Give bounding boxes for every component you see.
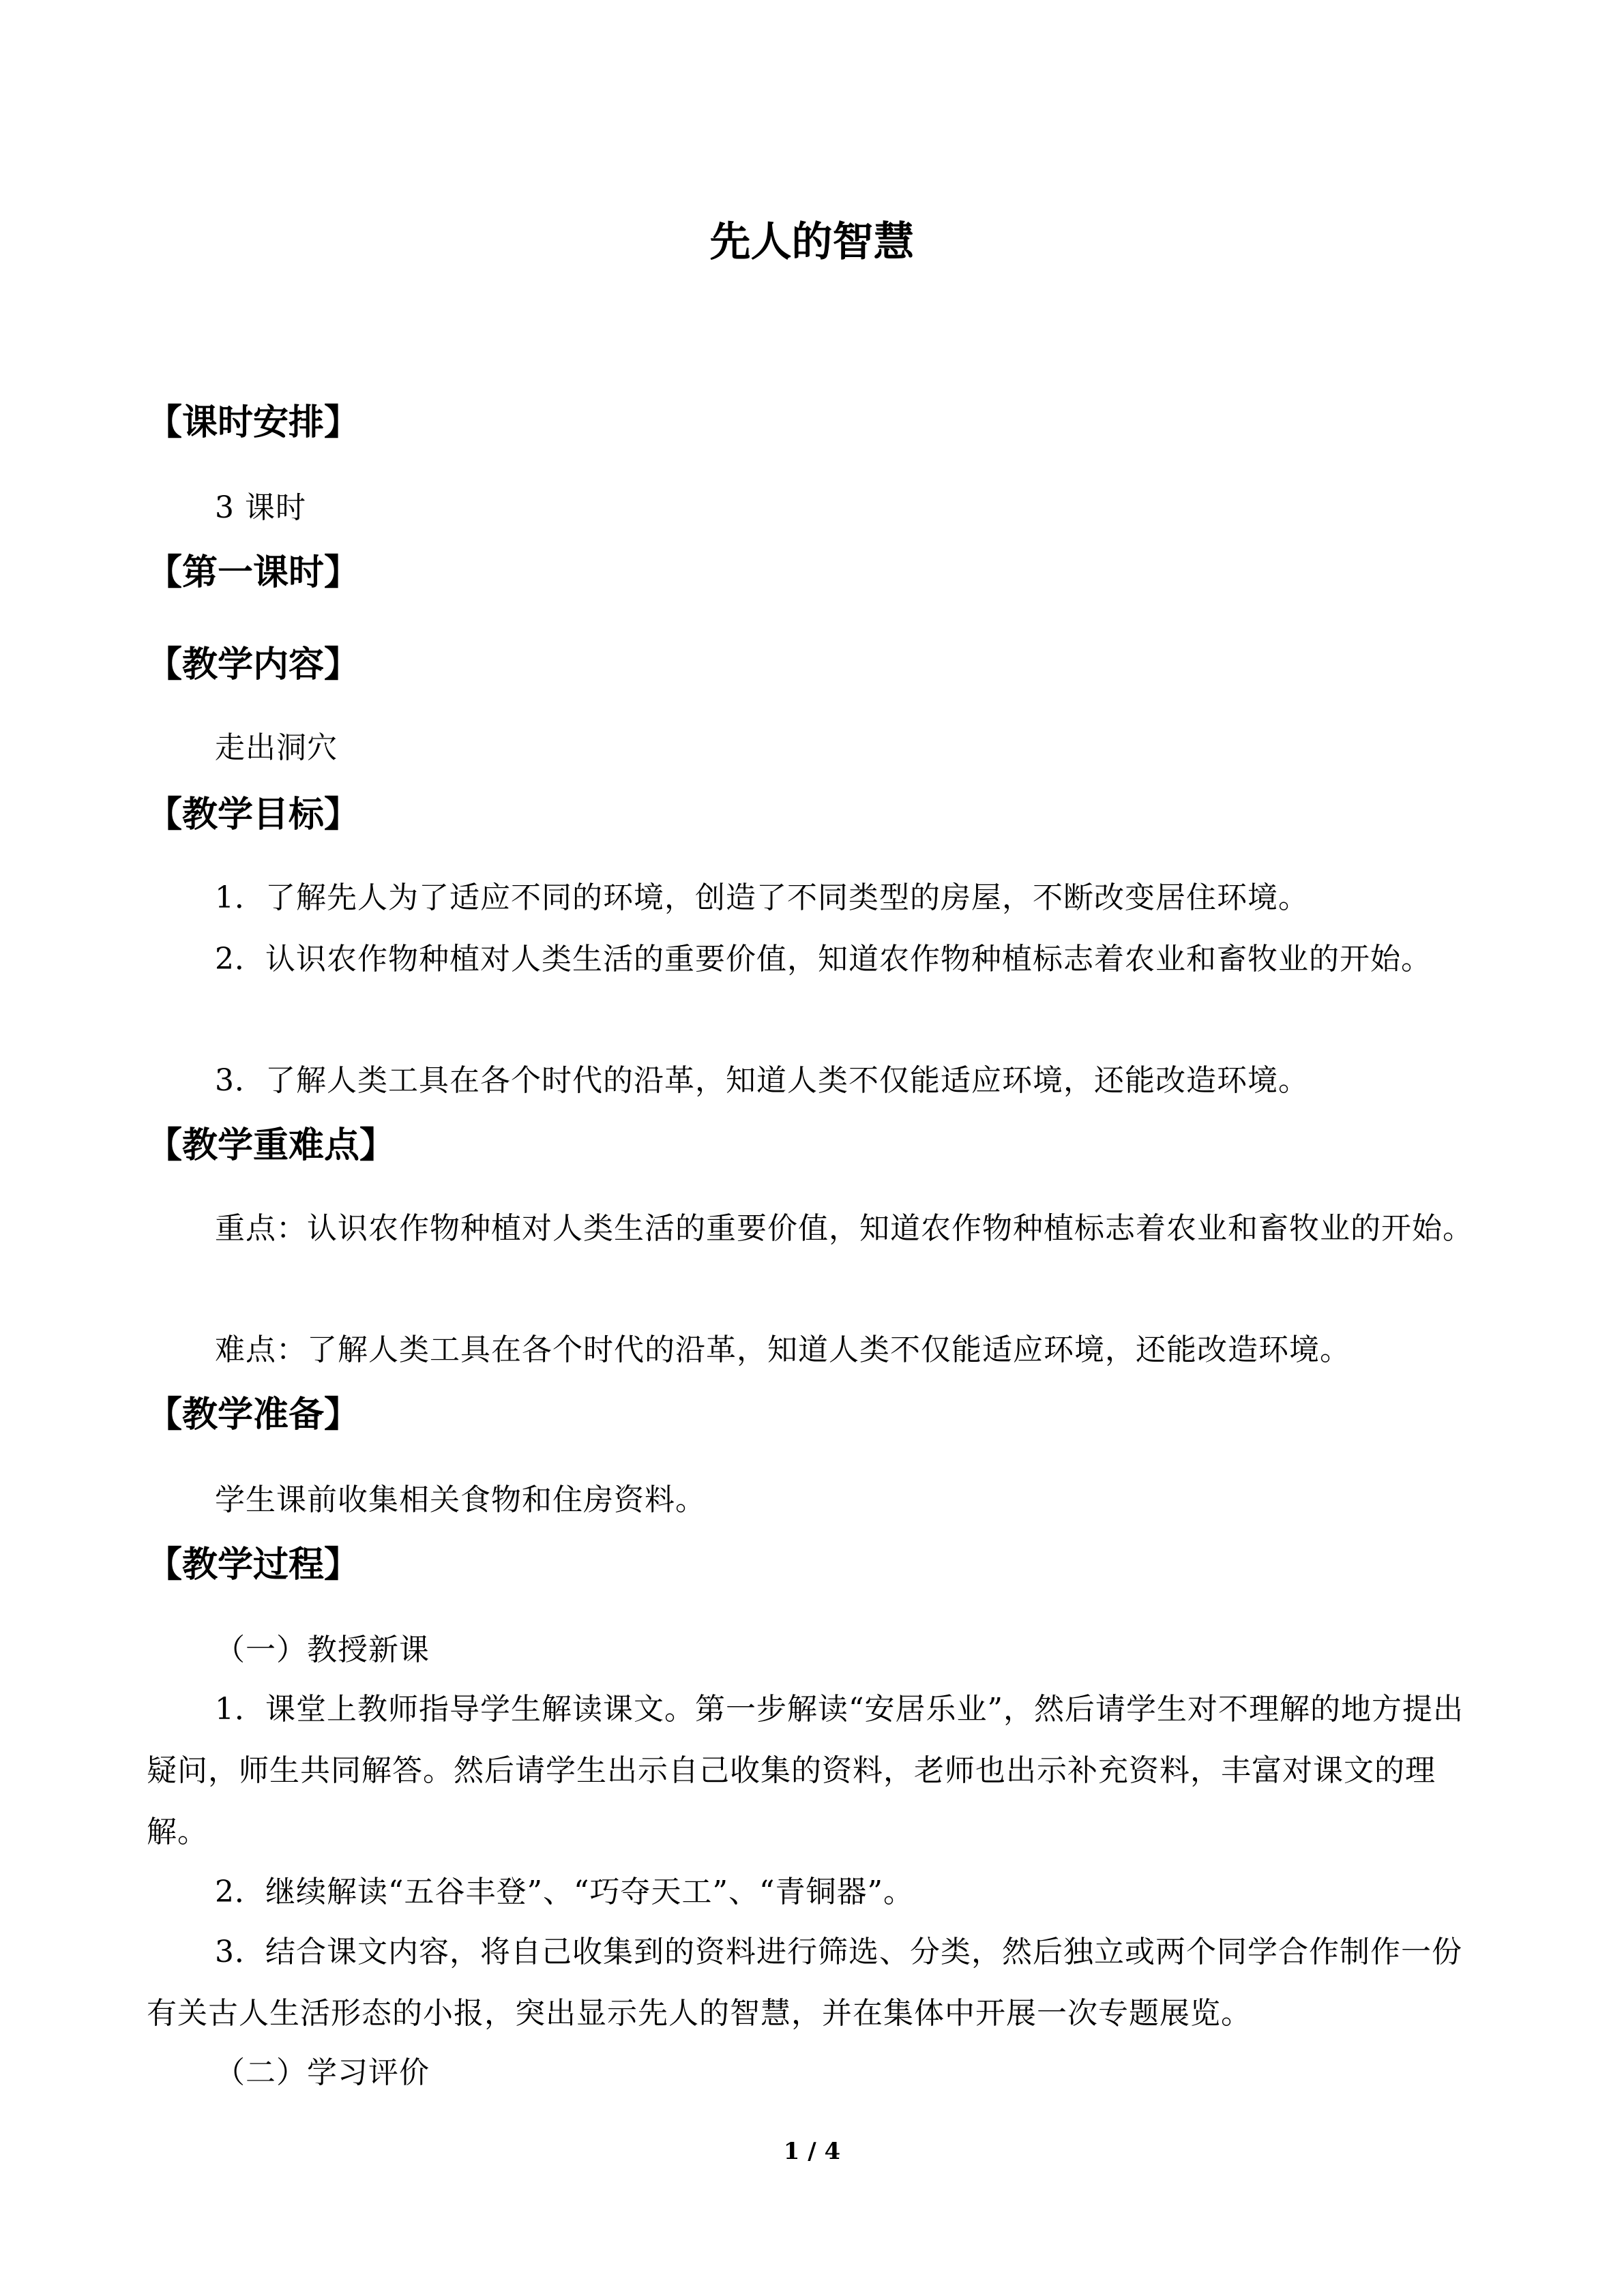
goal-item: 3．了解人类工具在各个时代的沿革，知道人类不仅能适应环境，还能改造环境。 [215, 1063, 1309, 1098]
process-step: 1．课堂上教师指导学生解读课文。第一步解读“安居乐业”，然后请学生对不理解的地方提出疑问，师生共同解答。然后请学生出示自己收集的资料，老师也出示补充资料，丰富对课文的理解。 [147, 1692, 1464, 1849]
heading-goals: 【教学目标】 [147, 794, 360, 835]
process-step: 2．继续解读“五谷丰登”、“巧夺天工”、“青铜器”。 [215, 1875, 914, 1909]
document-title: 先人的智慧 [709, 218, 915, 266]
process-step: 3．结合课文内容，将自己收集到的资料进行筛选、分类，然后独立或两个同学合作制作一份有关古人生活形态的小报，突出显示先人的智慧，并在集体中开展一次专题展览。 [147, 1935, 1462, 2031]
heading-schedule: 【课时安排】 [147, 402, 360, 443]
heading-process: 【教学过程】 [147, 1545, 360, 1585]
content-text: 走出洞穴 [215, 730, 338, 765]
schedule-text: 3 课时 [215, 490, 306, 525]
goal-item: 2．认识农作物种植对人类生活的重要价值，知道农作物种植标志着农业和畜牧业的开始。 [215, 942, 1432, 976]
goal-item: 1．了解先人为了适应不同的环境，创造了不同类型的房屋，不断改变居住环境。 [215, 880, 1309, 915]
heading-preparation: 【教学准备】 [147, 1395, 360, 1435]
page-number: 1 / 4 [783, 2138, 841, 2165]
heading-first-lesson: 【第一课时】 [147, 552, 360, 593]
process-part2-title: （二）学习评价 [215, 2055, 430, 2090]
difficult-point-text: 难点：了解人类工具在各个时代的沿革，知道人类不仅能适应环境，还能改造环境。 [215, 1332, 1350, 1367]
heading-content: 【教学内容】 [147, 644, 360, 685]
heading-key-points: 【教学重难点】 [147, 1125, 396, 1166]
process-part1-title: （一）教授新课 [215, 1632, 430, 1667]
preparation-text: 学生课前收集相关食物和住房资料。 [215, 1482, 706, 1517]
key-point-text: 重点：认识农作物种植对人类生活的重要价值，知道农作物种植标志着农业和畜牧业的开始。 [215, 1211, 1473, 1246]
